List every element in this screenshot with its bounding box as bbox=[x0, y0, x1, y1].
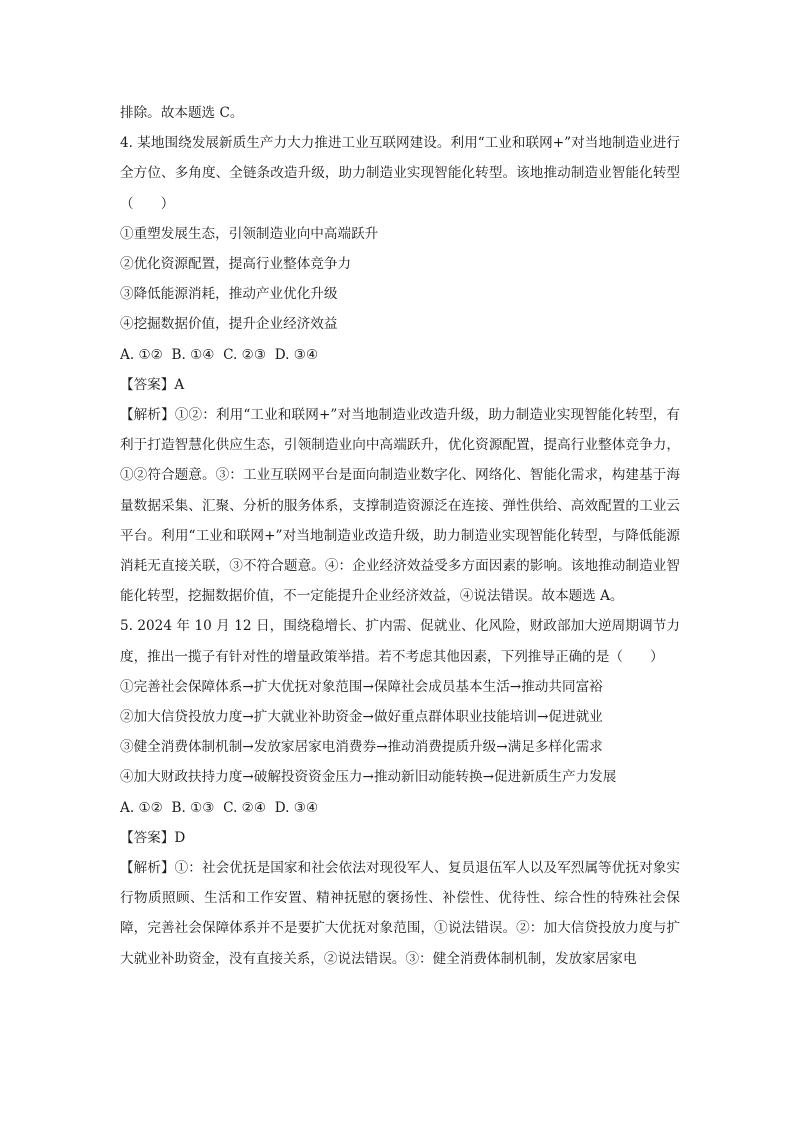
question-4-stem: 4. 某地围绕发展新质生产力大力推进工业互联网建设。利用“工业和联网+”对当地制造业进行全方位、多角度、全链条改造升级，助力制造业实现智能化转型。该地推动制造业智能化转型（ ） bbox=[120, 135, 680, 212]
question-4-option-1: ①重塑发展生态，引领制造业向中高端跃升 bbox=[120, 225, 379, 242]
question-5-answer: 【答案】D bbox=[120, 829, 186, 846]
question-4-option-4: ④挖掘数据价值，提升企业经济效益 bbox=[120, 316, 338, 333]
question-4-analysis: 【解析】①②：利用“工业和联网+”对当地制造业改造升级，助力制造业实现智能化转型，有利于打造智慧化供应生态，引领制造业向中高端跃升，优化资源配置，提高行业整体竞争力，①②符合题意。③：工业互联网平台是面向制造业数字化、网络化、智能化需求，构建基于海量数据采集、汇聚、分析的服务体系，支撑制造资源泛在连接、弹性供给、高效配置的工业云平台。利用“工业和联网+”对当地制造业改造升级，助力制造业实现智能化转型，与降低能源消耗无直接关联，③不符合题意。④：企业经济效益受多方面因素的影响。该地推动制造业智能化转型，挖掘数据价值，不一定能提升企业经济效益，④说法错误。故本题选 A。 bbox=[120, 407, 680, 605]
question-5-option-3: ③健全消费体制机制→发放家居家电消费券→推动消费提质升级→满足多样化需求 bbox=[120, 739, 603, 756]
question-4-choices: A. ①② B. ①④ C. ②③ D. ③④ bbox=[120, 346, 319, 363]
document-page bbox=[120, 98, 680, 974]
question-4-option-3: ③降低能源消耗，推动产业优化升级 bbox=[120, 286, 338, 303]
question-5-stem: 5. 2024 年 10 月 12 日，围绕稳增长、扩内需、促就业、化风险，财政部加大逆周期调节力度，推出一揽子有针对性的增量政策举措。若不考虑其他因素，下列推导正确的是（ ） bbox=[120, 618, 680, 665]
question-5-option-4: ④加大财政扶持力度→破解投资资金压力→推动新旧动能转换→促进新质生产力发展 bbox=[120, 769, 617, 786]
question-5-analysis: 【解析】①：社会优抚是国家和社会依法对现役军人、复员退伍军人以及军烈属等优抚对象实行物质照顾、生活和工作安置、精神抚慰的褒扬性、补偿性、优待性、综合性的特殊社会保障，完善社会保障体系并不是要扩大优抚对象范围，①说法错误。②：加大信贷投放力度与扩大就业补助资金，没有直接关系，②说法错误。③：健全消费体制机制，发放家居家电 bbox=[120, 860, 680, 967]
question-5-choices: A. ①② B. ①③ C. ②④ D. ③④ bbox=[120, 799, 319, 816]
question-5-option-1: ①完善社会保障体系→扩大优抚对象范围→保障社会成员基本生活→推动共同富裕 bbox=[120, 678, 603, 695]
question-4-option-2: ②优化资源配置，提高行业整体竞争力 bbox=[120, 256, 352, 273]
previous-answer-tail: 排除。故本题选 C。 bbox=[120, 105, 244, 121]
question-4-answer: 【答案】A bbox=[120, 376, 185, 393]
question-5-option-2: ②加大信贷投放力度→扩大就业补助资金→做好重点群体职业技能培训→促进就业 bbox=[120, 709, 603, 726]
